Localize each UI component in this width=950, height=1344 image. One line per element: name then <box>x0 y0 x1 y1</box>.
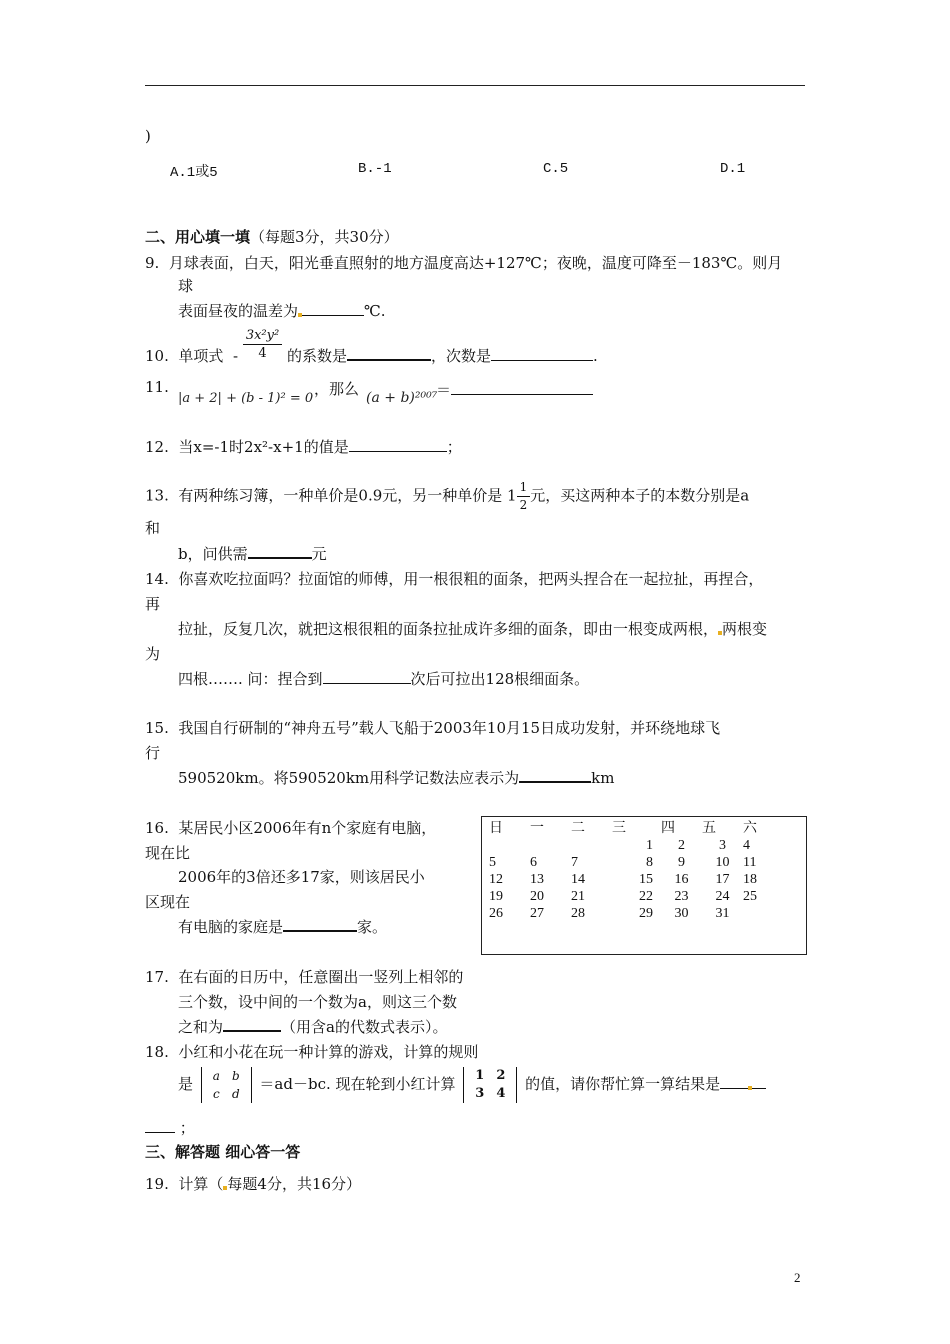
q16-line1: 16. 某居民小区2006年有n个家庭有电脑， <box>145 819 437 837</box>
q19-number: 19. <box>145 1175 169 1193</box>
q17-line1: 17. 在右面的日历中，任意圈出一竖列上相邻的 <box>145 968 464 986</box>
q11-number: 11. <box>145 378 169 396</box>
q18-number: 18. <box>145 1043 169 1061</box>
q9-line1: 9. 月球表面，白天，阳光垂直照射的地方温度高达+127℃；夜晚，温度可降至－183℃。则月 <box>145 254 783 272</box>
det-entry-d: d <box>231 1087 240 1101</box>
calendar-day: 17 <box>715 872 730 887</box>
calendar-day: 5 <box>489 855 496 870</box>
q16-number: 16. <box>145 819 169 837</box>
calendar-day: 14 <box>571 872 585 887</box>
q10-degree-blank[interactable] <box>491 346 593 361</box>
calendar-header-wed: 三 <box>612 821 626 836</box>
q10-fraction: $\frac{\text{3x²y²}}{4}$ <box>243 327 282 362</box>
q18-line3: ； <box>145 1117 195 1138</box>
calendar-header-mon: 一 <box>530 821 544 836</box>
det-entry-2: 2 <box>496 1068 506 1083</box>
q9-number: 9. <box>145 254 160 272</box>
q15-line2: 590520km。将590520km用科学记数法应表示为 km <box>178 769 615 787</box>
q14-number: 14. <box>145 570 169 588</box>
section-2-note: （每题3分，共30分） <box>250 228 399 246</box>
q14-wrap1: 再 <box>145 595 161 613</box>
calendar-day: 24 <box>715 889 730 904</box>
calendar-day: 1 <box>646 838 653 853</box>
det-entry-1: 1 <box>475 1068 485 1083</box>
calendar-header-fri: 五 <box>702 821 716 836</box>
q9-line2: 表面昼夜的温差为 ℃. <box>178 302 386 320</box>
header-rule <box>145 85 805 86</box>
calendar-header-sun: 日 <box>489 821 503 836</box>
q12-answer-blank[interactable] <box>349 437 447 452</box>
calendar-week-row <box>489 905 784 922</box>
q13-answer-blank[interactable] <box>248 543 312 559</box>
q11-expression: |a + 2| + (b - 1)² = 0 <box>178 391 314 406</box>
calendar-header-row <box>489 820 784 837</box>
section-3-title: 三、解答题 细心答一答 <box>145 1143 301 1161</box>
q12-number: 12. <box>145 438 169 456</box>
det-entry-a: a <box>212 1069 220 1083</box>
calendar-day: 22 <box>639 889 653 904</box>
q17-number: 17. <box>145 968 169 986</box>
calendar-day: 23 <box>674 889 689 904</box>
section-2-heading <box>145 226 399 247</box>
q18-answer-blank-tail[interactable] <box>752 1074 766 1089</box>
q14-wrap2: 为 <box>145 645 161 663</box>
q18-answer-blank-wrap[interactable] <box>145 1118 175 1133</box>
calendar-day: 2 <box>678 838 685 853</box>
calendar-header-thu: 四 <box>661 821 675 836</box>
calendar-day: 28 <box>571 906 585 921</box>
calendar-day: 31 <box>715 906 730 921</box>
choice-c: C.5 <box>543 161 569 177</box>
q13-fraction: $\frac{1}{2}$ <box>517 479 531 514</box>
q9-wrap: 球 <box>178 277 194 295</box>
calendar-day: 27 <box>530 906 544 921</box>
q10-number: 10. <box>145 346 169 365</box>
q16-answer-blank[interactable] <box>283 916 357 932</box>
choice-d: D.1 <box>720 161 746 177</box>
calendar-week-row <box>489 871 784 888</box>
q13-line1: 13. 有两种练习簿，一种单价是0.9元，另一种单价是 1 $\frac{1}{2}$ 元，买这两种本子的本数分别是a <box>145 480 750 512</box>
calendar-day: 29 <box>639 906 653 921</box>
calendar-week-row <box>489 888 784 905</box>
q10-line: 10. 单项式 - $\frac{\text{3x²y²}}{4}$ 的系数是 ，次数是 . <box>145 328 598 365</box>
calendar-day: 13 <box>530 872 544 887</box>
q12-line: 12. 当x=-1时2x²-x+1的值是 ； <box>145 438 462 456</box>
calendar-table <box>489 820 784 922</box>
q11-expression-2: (a + b)²⁰⁰⁷ <box>366 390 438 406</box>
det-entry-3: 3 <box>475 1086 485 1101</box>
calendar-day: 12 <box>489 872 503 887</box>
calendar-day: 3 <box>719 838 726 853</box>
det-entry-c: c <box>213 1087 220 1101</box>
q14-line1: 14. 你喜欢吃拉面吗？拉面馆的师傅，用一根很粗的面条，把两头捏合在一起拉扯，再捏合， <box>145 570 764 588</box>
calendar-day: 7 <box>571 855 578 870</box>
calendar-day <box>530 837 571 854</box>
calendar-week-row <box>489 837 784 854</box>
calendar-day: 4 <box>743 838 750 853</box>
calendar-day: 10 <box>715 855 730 870</box>
calendar-header-sat: 六 <box>743 821 757 836</box>
calendar-day: 6 <box>530 855 537 870</box>
calendar-day <box>743 905 784 922</box>
q13-wrap: 和 <box>145 519 161 537</box>
q15-answer-blank[interactable] <box>519 767 591 783</box>
q15-wrap: 行 <box>145 744 161 762</box>
calendar-day: 21 <box>571 889 585 904</box>
calendar-day: 16 <box>674 872 689 887</box>
q16-line5: 有电脑的家庭是 家。 <box>178 918 388 936</box>
q11-then: ，那么 <box>314 380 360 398</box>
q17-line2: 三个数，设中间的一个数为a，则这三个数 <box>178 993 457 1011</box>
calendar-day: 11 <box>743 855 757 870</box>
q18-answer-blank[interactable] <box>720 1074 748 1089</box>
calendar-day: 19 <box>489 889 503 904</box>
page-number: 2 <box>794 1270 801 1285</box>
determinant-1234 <box>463 1067 517 1103</box>
q15-line1: 15. 我国自行研制的“神舟五号”载人飞船于2003年10月15日成功发射，并环绕地球飞 <box>145 719 721 737</box>
q14-line3: 四根……. 问：捏合到 次后可拉出128根细面条。 <box>178 670 590 688</box>
q13-number: 13. <box>145 486 169 505</box>
calendar-day: 18 <box>743 872 757 887</box>
calendar-day: 25 <box>743 889 757 904</box>
choice-a: A.1或5 <box>170 165 218 181</box>
calendar-header-tue: 二 <box>571 821 585 836</box>
calendar-box <box>481 816 807 955</box>
calendar-day: 30 <box>674 906 689 921</box>
q17-answer-blank[interactable] <box>223 1016 281 1032</box>
q19-line: 19. 计算（ 每题4分，共16分） <box>145 1175 362 1193</box>
det-entry-4: 4 <box>496 1086 506 1101</box>
calendar-day: 20 <box>530 889 544 904</box>
section-2-title: 二、用心填一填 <box>145 228 251 246</box>
q16-line4: 区现在 <box>145 893 191 911</box>
calendar-day <box>571 837 612 854</box>
calendar-day <box>489 837 530 854</box>
calendar-week-row <box>489 854 784 871</box>
q17-line3: 之和为 （用含a的代数式表示）。 <box>178 1018 448 1036</box>
det-entry-b: b <box>231 1069 240 1083</box>
q10-coefficient-blank[interactable] <box>347 345 431 361</box>
q18-line2: 是 a b c d ＝ad－bc. 现在轮到小红计算 1 2 3 4 的值，请你帮忙算一算结果是 <box>178 1067 766 1103</box>
q15-number: 15. <box>145 719 169 737</box>
q11-equals-line: ＝ <box>436 379 593 400</box>
q9-answer-blank[interactable] <box>302 301 364 316</box>
choice-b: B.-1 <box>358 161 392 177</box>
calendar-day: 15 <box>639 872 653 887</box>
q13-line2: b，问供需 元 <box>178 545 327 563</box>
calendar-day: 26 <box>489 906 503 921</box>
q16-line3: 2006年的3倍还多17家，则该居民小 <box>178 868 425 886</box>
q14-line2: 拉扯，反复几次，就把这根很粗的面条拉扯成许多细的面条，即由一根变成两根， 两根变 <box>178 620 768 638</box>
q16-line2: 现在比 <box>145 844 191 862</box>
q18-line1: 18. 小红和小花在玩一种计算的游戏，计算的规则 <box>145 1043 479 1061</box>
previous-question-tail: ) <box>145 127 151 145</box>
calendar-day: 8 <box>646 855 653 870</box>
q11-answer-blank[interactable] <box>451 380 593 395</box>
calendar-day: 9 <box>678 855 685 870</box>
q14-answer-blank[interactable] <box>323 669 411 684</box>
determinant-abcd <box>201 1067 252 1103</box>
